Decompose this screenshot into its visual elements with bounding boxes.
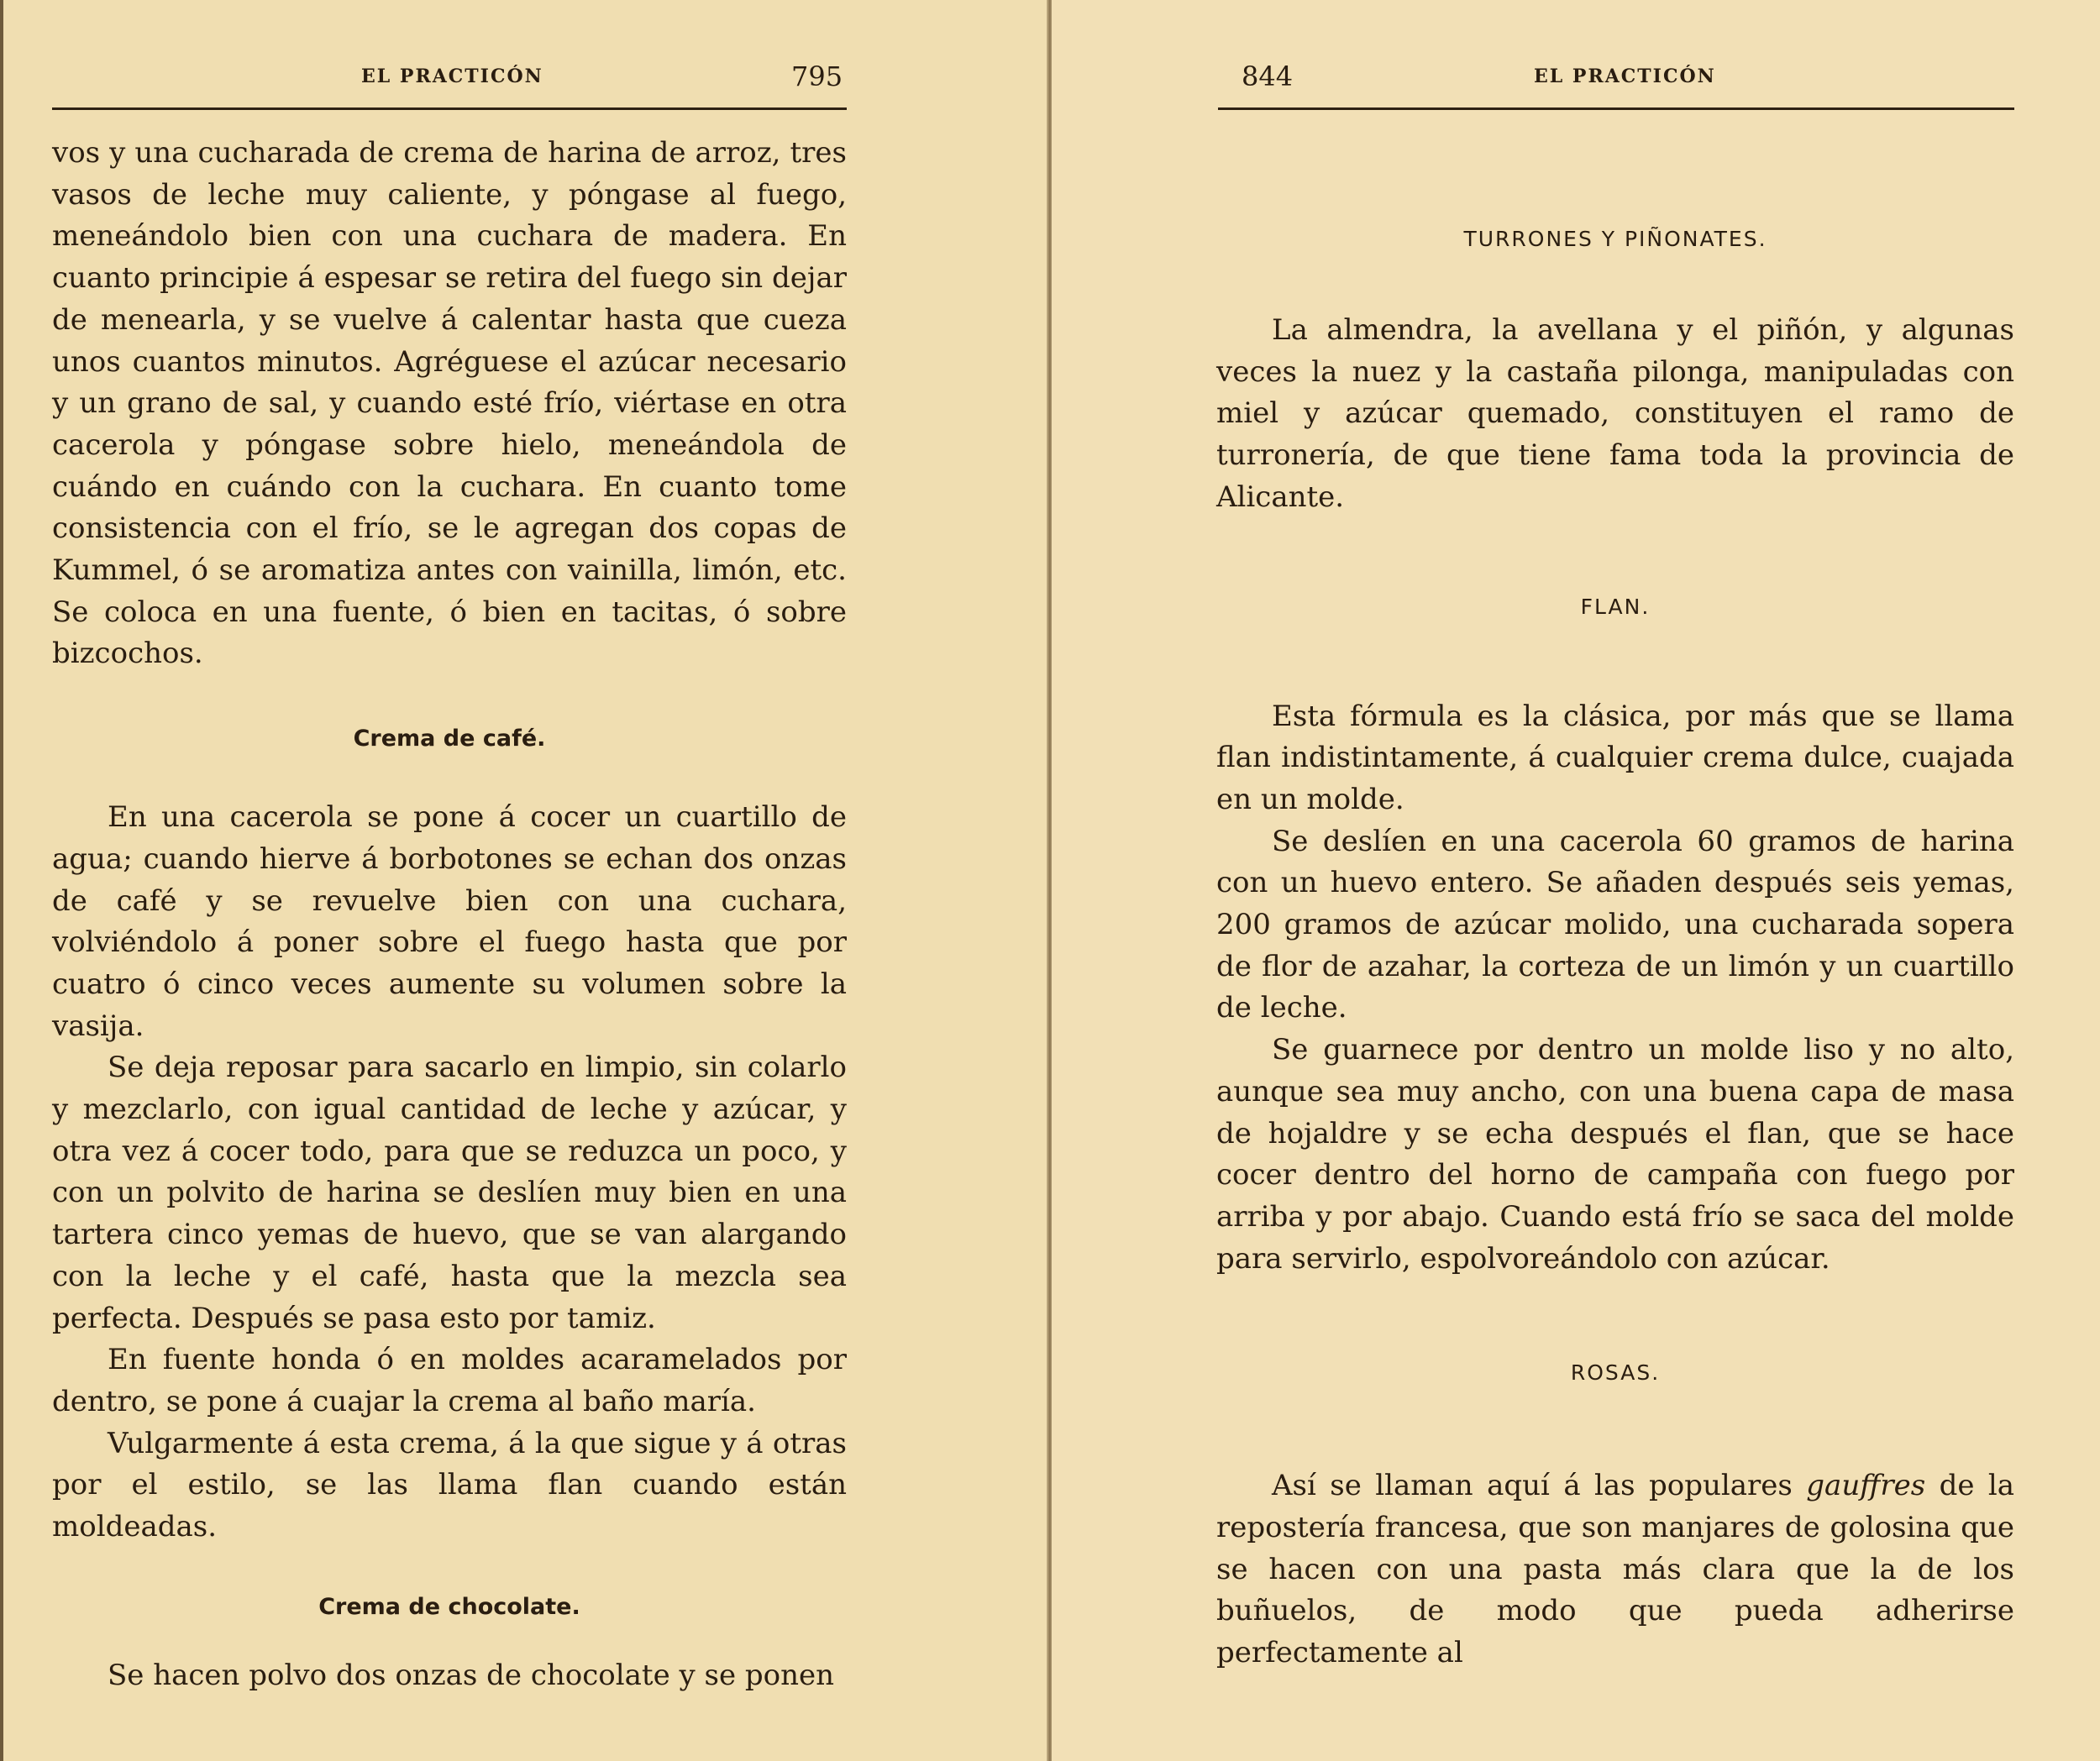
italic-word: gauffres	[1806, 1469, 1926, 1503]
paragraph: Vulgarmente á esta crema, á la que sigue y á otras por el estilo, se las llama flan cuando están moldeadas.	[52, 1426, 847, 1544]
paragraph: En fuente honda ó en moldes acaramelados por dentro, se pone á cuajar la crema al baño maría.	[52, 1343, 847, 1418]
section-heading-rosas: ROSAS.	[1570, 1360, 1661, 1386]
right-text-column	[1216, 210, 2014, 1675]
paragraph: Se guarnece por dentro un molde liso y no alto, aunque sea muy ancho, con una buena capa de masa de hojaldre y se echa después el flan, que se hace cocer dentro del horno de campaña con fuego por arriba y por abajo. Cuando está frío se saca del molde para servirlo, espolvoreándolo con azúcar.	[1216, 1033, 2014, 1276]
paragraph: Se hacen polvo dos onzas de chocolate y se ponen	[108, 1658, 835, 1692]
section-heading-crema-de-cafe: Crema de café.	[353, 726, 546, 752]
paragraph: Esta fórmula es la clásica, por más que se llama flan indistintamente, á cualquier crema dulce, cuajada en un molde.	[1216, 699, 2014, 816]
left-running-title: EL PRACTICÓN	[361, 66, 543, 87]
right-page-number: 844	[1242, 60, 1294, 92]
section-heading-flan: FLAN.	[1580, 594, 1651, 619]
section-heading-crema-de-chocolate: Crema de chocolate.	[318, 1593, 580, 1620]
right-running-head	[1218, 50, 2014, 109]
right-page	[1052, 0, 2100, 1761]
paragraph	[1216, 1465, 2014, 1675]
left-page	[0, 0, 1048, 1761]
text-run: Así se llaman aquí á las populares	[1272, 1469, 1793, 1503]
paragraph: Se deslíen en una cacerola 60 gramos de harina con un huevo entero. Se añaden después seis yemas, 200 gramos de azúcar molido, una cucharada sopera de flor de azahar, la corteza de un limón y un cuartillo de leche.	[1216, 824, 2014, 1025]
section-heading-turrones: TURRONES Y PIÑONATES.	[1463, 227, 1767, 251]
right-running-title: EL PRACTICÓN	[1534, 66, 1716, 87]
text-run: de la repostería francesa, que son manjares de golosina que se hacen con una pasta más clara que la de los buñuelos, de modo que pueda adherirse perfectamente al	[1216, 1469, 2015, 1670]
left-running-head	[52, 50, 847, 109]
paragraph: En una cacerola se pone á cocer un cuartillo de agua; cuando hierve á borbotones se echan dos onzas de café y se revuelve bien con una cuchara, volviéndolo á poner sobre el fuego hasta que por cuatro ó cinco veces aumente su volumen sobre la vasija.	[52, 800, 847, 1043]
left-text-column	[52, 133, 847, 1697]
right-header-rule	[1218, 107, 2014, 110]
left-page-number: 795	[791, 60, 843, 92]
paragraph-continued: vos y una cucharada de crema de harina de arroz, tres vasos de leche muy caliente, y póngase al fuego, meneándolo bien con una cuchara de madera. En cuanto principie á espesar se retira del fuego sin dejar de menearla, y se vuelve á calentar hasta que cueza unos cuantos minutos. Agréguese el azúcar necesario y un grano de sal, y cuando esté frío, viértase en otra cacerola y póngase sobre hielo, meneándola de cuándo en cuándo con la cuchara. En cuanto tome consistencia con el frío, se le agregan dos copas de Kummel, ó se aromatiza antes con vainilla, limón, etc. Se coloca en una fuente, ó bien en tacitas, ó sobre bizcochos.	[52, 136, 847, 671]
paragraph: Se deja reposar para sacarlo en limpio, sin colarlo y mezclarlo, con igual cantidad de leche y azúcar, y otra vez á cocer todo, para que se reduzca un poco, y con un polvito de harina se deslíen muy bien en una tartera cinco yemas de huevo, que se van alargando con la leche y el café, hasta que la mezcla sea perfecta. Después se pasa esto por tamiz.	[52, 1051, 847, 1335]
paragraph: La almendra, la avellana y el piñón, y algunas veces la nuez y la castaña pilonga, manipuladas con miel y azúcar quemado, constituyen el ramo de turronería, de que tiene fama toda la provincia de Alicante.	[1216, 313, 2014, 514]
left-header-rule	[52, 107, 847, 110]
